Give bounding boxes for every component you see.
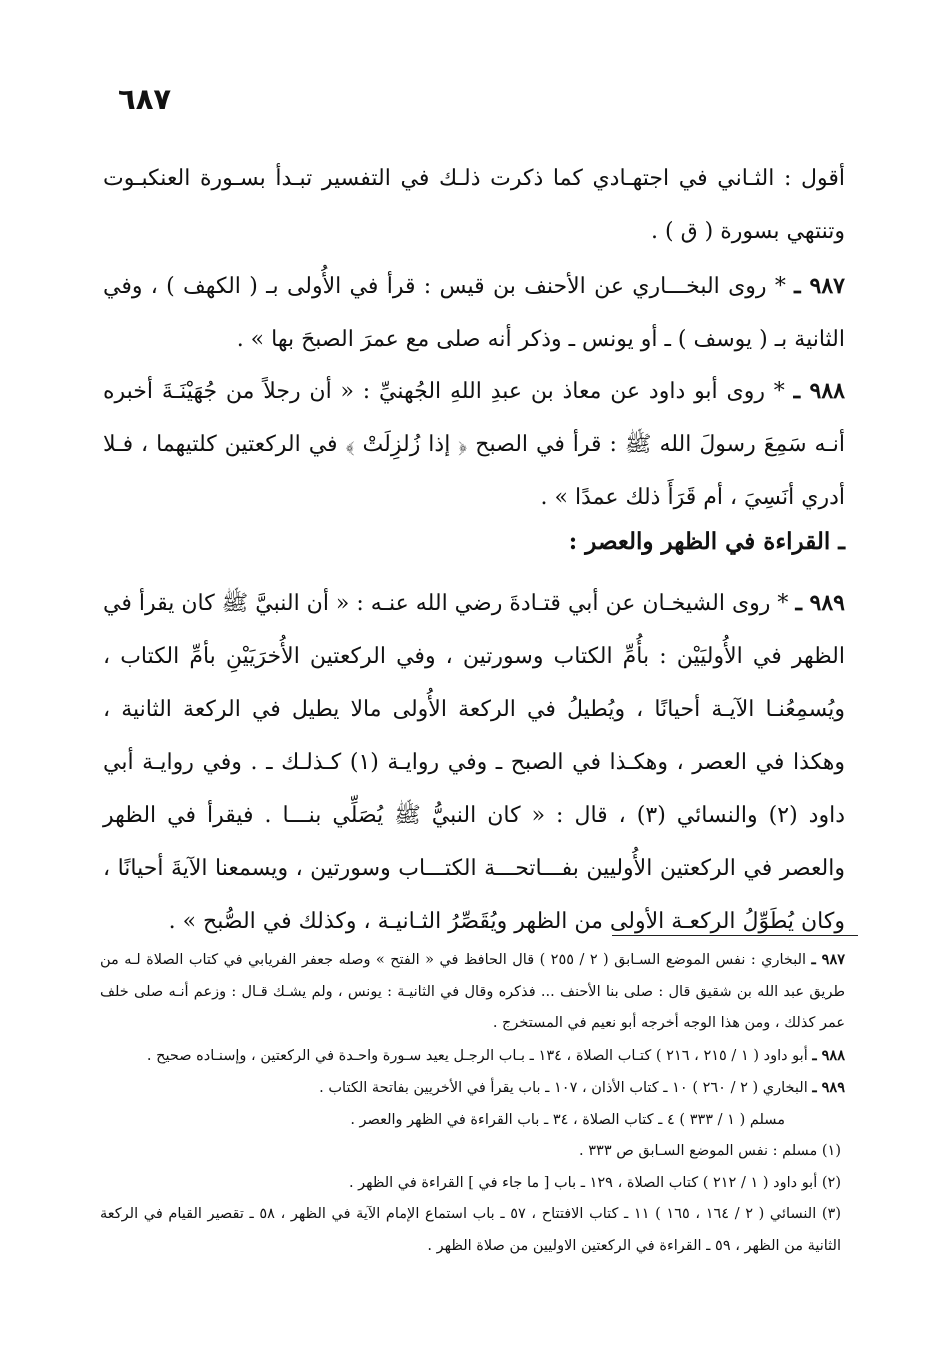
- footnote-number: ٩٨٧ ـ: [811, 951, 846, 968]
- footnote-text: البخاري : نفس الموضع السـابق ( ٢ / ٢٥٥ ) قال الحافظ في « الفتح » وصله جعفر الفريابي في كتاب الصلاة لـه من طريق عبد الله بن شقيق قال : صلى بنا الأحنف ... فذكره وقال في الثانيـة : يونس ، ولم يشـك قـال : وزعم أنـه صلى خلف عمر كذلك ، ومن هذا الوجه أخرجه أبو نعيم في المستخرج .: [100, 952, 845, 1031]
- paragraph-hadith-989: [103, 577, 845, 948]
- hadith-text: * روى البخـــاري عن الأحنف بن قيس : قرأ في الأُولى بـ ( الكهف ) ، وفي الثانية بـ ( يوسف ) ـ أو يونس ـ وذكر أنه صلى مع عمرَ الصبحَ بها » .: [103, 274, 845, 352]
- section-heading: ـ القراءة في الظهر والعصر :: [568, 528, 845, 555]
- footnote-number: (٢): [821, 1174, 841, 1191]
- footnote-text: أبو داود ( ١ / ٢١٢ ) كتاب الصلاة ، ١٢٩ ـ باب [ ما جاء في ] القراءة في الظهر .: [348, 1174, 818, 1191]
- page-number: ٦٨٧: [118, 82, 172, 116]
- footnote-note-3: [100, 1199, 845, 1262]
- hadith-number: ٩٨٩ ـ: [795, 590, 845, 616]
- paragraph-hadith-988: [103, 365, 845, 524]
- footnote-989: [100, 1072, 845, 1105]
- footnote-text: البخاري ( ٢ / ٢٦٠ ) ١٠ ـ كتاب الأذان ، ١٠٧ ـ باب يقرأ في الأخريين بفاتحة الكتاب .: [319, 1080, 808, 1096]
- footnote-text: مسلم ( ١ / ٣٣٣ ) ٤ ـ كتاب الصلاة ، ٣٤ ـ باب القراءة في الظهر والعصر .: [350, 1111, 785, 1128]
- footnote-note-1: [100, 1136, 845, 1168]
- footnote-text: النسائي ( ٢ / ١٦٤ ، ١٦٥ ) ١١ ـ كتاب الافتتاح ، ٥٧ ـ باب استماع الإمام الآية في الظهر ، ٥٨ ـ تقصير القيام في الركعة الثانية من الظهر ، ٥٩ ـ القراءة في الركعتين الاوليين من صلاة الظهر .: [100, 1206, 841, 1254]
- paragraph-intro: [103, 152, 845, 258]
- footnotes: [100, 944, 845, 1262]
- footnote-987: [100, 944, 845, 1040]
- footnote-number: ٩٨٩ ـ: [812, 1079, 845, 1096]
- footnote-988: [100, 1040, 845, 1073]
- footnote-989-muslim: [100, 1105, 845, 1137]
- footnote-number: (١): [821, 1143, 841, 1159]
- hadith-number: ٩٨٧ ـ: [794, 273, 845, 299]
- paragraph-hadith-987: [103, 260, 845, 366]
- footnote-note-2: [100, 1168, 845, 1200]
- footnote-number: ٩٨٨ ـ: [812, 1046, 845, 1064]
- footnote-divider: [612, 935, 858, 936]
- footnote-text: مسلم : نفس الموضع السـابق ص ٣٣٣ .: [579, 1143, 818, 1159]
- hadith-text: * روى الشيخـان عن أبي قتـادةَ رضي الله عنـه : « أن النبيَّ ﷺ كان يقرأ في الظهر في الأُوليَيْن : بأُمِّ الكتاب وسورتين ، وفي الركعتين الأُخرَيَيْنِ بأمِّ الكتاب ، ويُسمِعُنـا الآيـة أحيانًا ، ويُطيلُ في الركعة الأُولى مالا يطيل في الركعة الثانية ، وهكذا في العصر ، وهكـذا في الصبح ـ وفي روايـة (١) كـذلـك ـ . وفي روايـة أبي داود (٢) والنسائي (٣) ، قال : « كان النبيُّ ﷺ يُصَلِّي بنـــا . فيقرأ في الظهر والعصر في الركعتين الأُوليين بفـــاتحـــة الكتـــاب وسورتين ، ويسمعنا الآيةَ أحيانًا ، وكان يُطَوِّلُ الركعـة الأولى من الظهر ويُقَصِّرُ الثـانيـة ، وكذلك في الصُّبح » .: [103, 591, 845, 934]
- hadith-text: * روى أبو داود عن معاذ بن عبدِ اللهِ الجُهنيِّ : « أن رجلاً من جُهَيْنَـةَ أخبره أنـه سَمِعَ رسولَ الله ﷺ : قرأ في الصبح ﴿ إذا زُلزِلَتْ ﴾ في الركعتين كلتيهما ، فـلا أدري أنَسِيَ ، أم قَرَأَ ذلك عمدًا » .: [103, 379, 845, 510]
- hadith-number: ٩٨٨ ـ: [793, 378, 845, 404]
- paragraph-intro-text: أقول : الثـاني في اجتهـادي كما ذكرت ذلـك في التفسير تبـدأ بسـورة العنكبـوت وتنتهي بسورة ( ق ) .: [103, 166, 845, 244]
- footnote-number: (٣): [821, 1206, 841, 1222]
- footnote-text: أبو داود ( ١ / ٢١٥ ، ٢١٦ ) كتـاب الصلاة ، ١٣٤ ـ بـاب الرجـل يعيد سـورة واحـدة في الركعتين ، وإسنـاده صحيح .: [146, 1047, 808, 1064]
